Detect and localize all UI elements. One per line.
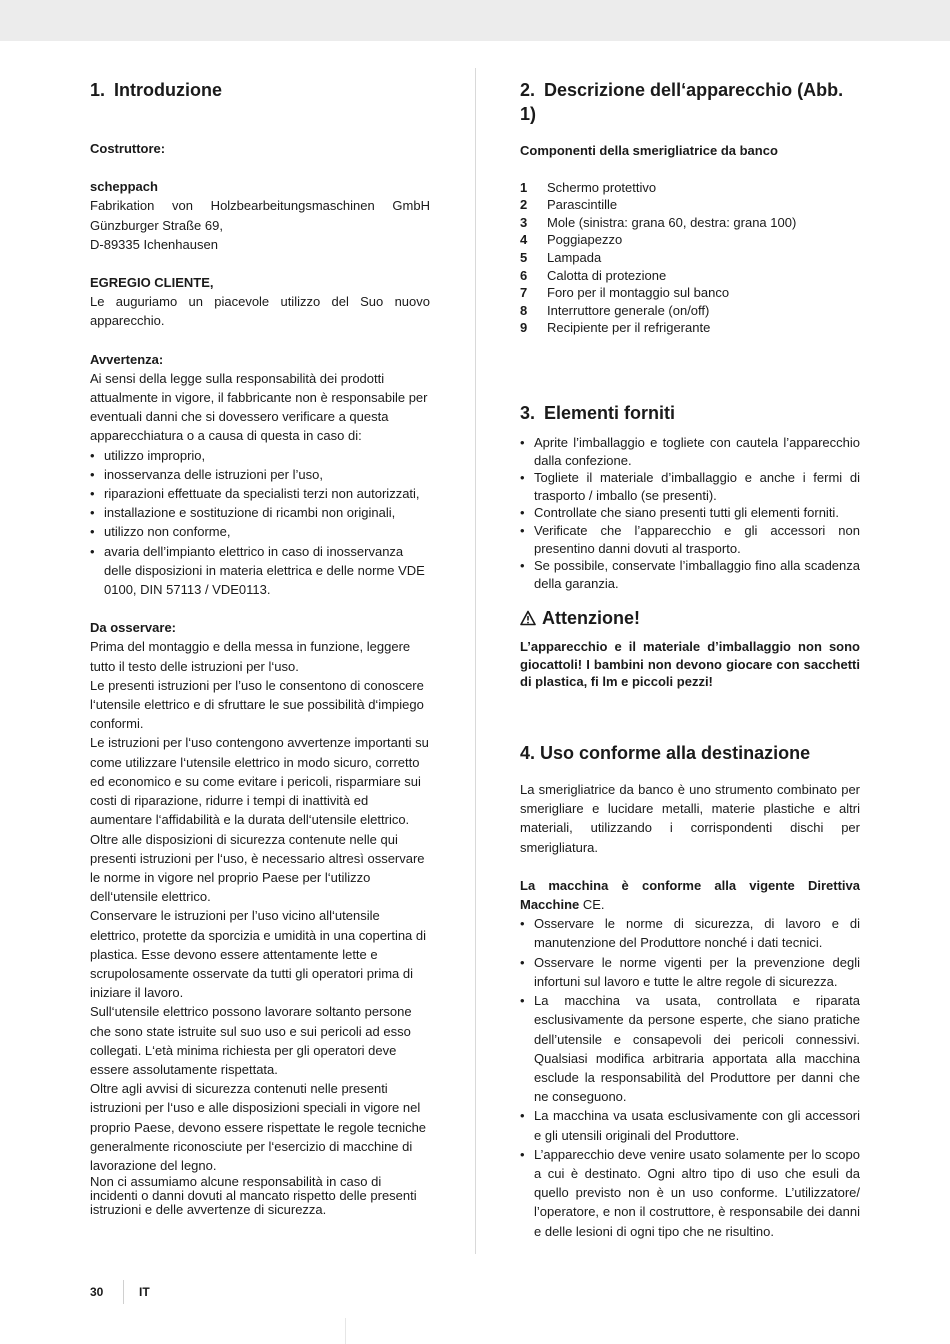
company-line-1: Fabrikation von Holzbearbeitungsmaschinen GmbH (90, 198, 430, 214)
left-column (90, 68, 430, 1217)
component-label: Lampada (547, 249, 602, 265)
section-title-description (520, 78, 860, 126)
list-item (520, 319, 860, 337)
component-number: 3 (520, 214, 528, 230)
section-number: 2. (520, 80, 536, 100)
list-item: • riparazioni effettuate da specialisti terzi non autorizzati, (90, 484, 430, 503)
conformity-bold: La macchina è conforme alla vigente Direttiva Macchine (520, 877, 860, 913)
component-label: Foro per il montaggio sul banco (547, 285, 730, 301)
page-footer (90, 1284, 150, 1300)
list-item: • La macchina va usata, controllata e riparata esclusivamente da persone esperte, che siano pratiche dell’utensile e consapevoli dei pericoli connessivi. Qualsiasi modifica arbitraria apportata alla macchina esclude la responsabilità del Produttore per danni che ne conseguono. (520, 991, 860, 1106)
section-title-text: Descrizione dell‘apparecchio (Abb. 1) (520, 80, 844, 124)
list-item: • L’apparecchio deve venire usato solamente per lo scopo a cui è destinato. Ogni altro tipo di uso che esuli da quello previsto non è un uso conforme. L’utilizzatore/ l’operatore, e non il costruttore, è responsabile dei danni e delle lesioni di ogni tipo che ne risultino. (520, 1145, 860, 1241)
component-number: 9 (520, 320, 528, 336)
bottom-marker (345, 1318, 346, 1344)
list-item: • Togliete il materiale d’imballaggio e anche i fermi di trasporto / imballo (se presenti). (520, 469, 860, 504)
list-item: • Osservare le norme vigenti per la prevenzione degli infortuni sul lavoro e tutte le altre regole di sicurezza. (520, 953, 860, 991)
list-item: • Osservare le norme di sicurezza, di lavoro e di manutenzione del Produttore nonché i dati tecnici. (520, 914, 860, 952)
component-label: Parascintille (547, 197, 618, 213)
list-item (520, 196, 860, 214)
component-label: Mole (sinistra: grana 60, destra: grana 100) (547, 214, 797, 230)
attention-title: Attenzione! (542, 608, 640, 629)
observe-paragraph: Le istruzioni per l‘uso contengono avvertenze importanti su come utilizzare l‘utensile elettrico in modo sicuro, corretto ed economico e su come evitare i pericoli, risparmiare sui costi di riparazione, ridurre i tempi di inattività ed aumentare l‘affidabilità e la durata dell‘utensile elettrico. (90, 735, 429, 828)
observe-paragraph: Oltre alle disposizioni di sicurezza contenute nelle qui presenti istruzioni per l‘uso, è necessario altresì osservare le norme in vigore nel proprio Paese per l‘utilizzo dell‘utensile elettrico. (90, 831, 425, 905)
list-item: • utilizzo improprio, (90, 446, 430, 465)
list-item (520, 214, 860, 232)
attention-heading (520, 606, 860, 630)
components-list (520, 179, 860, 337)
liability-note: Non ci assumiamo alcune responsabilità in caso di incidenti o danni dovuti al mancato rispetto delle presenti istruzioni e delle avvertenze di sicurezza. (90, 1174, 417, 1218)
observe-paragraph: Conservare le istruzioni per l’uso vicino all‘utensile elettrico, protette da sporcizia e umidità in una copertina di plastica. Esse devono essere attentamente lette e scrupolosamente osservate da tutti gli operatori prima di iniziare il lavoro. (90, 908, 427, 1001)
component-label: Poggiapezzo (547, 232, 623, 248)
component-number: 7 (520, 285, 528, 301)
section-title-text: Uso conforme alla destinazione (540, 743, 811, 764)
supplied-list (520, 434, 860, 592)
list-item: • Verificate che l’apparecchio e gli accessori non presentino danni dovuti al trasporto. (520, 522, 860, 557)
warning-text: Ai sensi della legge sulla responsabilità dei prodotti attualmente in vigore, il fabbricante non è responsabile per eventuali danni che si dovessero verificare a questa apparecchiatura o a causa di questa in caso di: (90, 370, 428, 444)
list-item: • Se possibile, conservate l’imballaggio fino alla scadenza della garanzia. (520, 557, 860, 592)
list-item: • La macchina va usata esclusivamente con gli accessori e gli utensili originali del Produttore. (520, 1106, 860, 1144)
observe-label: Da osservare: (90, 620, 176, 636)
column-divider (475, 68, 476, 1254)
list-item (520, 231, 860, 249)
section-title-intended-use (520, 741, 860, 765)
page-number: 30 (90, 1285, 104, 1299)
list-item: • Aprite l’imballaggio e togliete con cautela l’apparecchio dalla confezione. (520, 434, 860, 469)
list-item: • utilizzo non conforme, (90, 522, 430, 541)
section-title-text: Introduzione (114, 80, 222, 100)
list-item: • avaria dell’impianto elettrico in caso di inosservanza delle disposizioni in materia elettrica e delle norme VDE 0100, DIN 57113 / VDE0113. (90, 542, 430, 600)
manufacturer-label: Costruttore: (90, 141, 166, 156)
component-number: 8 (520, 302, 528, 318)
conformity-statement (520, 876, 860, 914)
component-label: Interruttore generale (on/off) (547, 302, 710, 318)
section-number: 4. (520, 743, 536, 764)
company-name: scheppach (90, 179, 158, 195)
intended-use-list (520, 914, 860, 1240)
warning-list (90, 446, 430, 600)
company-line-2: Günzburger Straße 69, (90, 217, 223, 233)
component-label: Calotta di protezione (547, 267, 667, 283)
welcome-text: Le auguriamo un piacevole utilizzo del Suo nuovo apparecchio. (90, 294, 430, 329)
section-number: 3. (520, 402, 536, 423)
list-item (520, 179, 860, 197)
component-number: 2 (520, 197, 528, 213)
dear-customer: EGREGIO CLIENTE, (90, 275, 214, 291)
footer-separator (123, 1280, 124, 1304)
attention-text: L’apparecchio e il materiale d’imballaggio non sono giocattoli! I bambini non devono giocare con sacchetti di plastica, fi lm e piccoli pezzi! (520, 639, 860, 690)
list-item: • inosservanza delle istruzioni per l’uso, (90, 465, 430, 484)
observe-paragraph: Prima del montaggio e della messa in funzione, leggere tutto il testo delle istruzioni per l‘uso. (90, 639, 411, 674)
company-line-3: D-89335 Ichenhausen (90, 236, 218, 252)
component-number: 4 (520, 232, 528, 248)
list-item (520, 302, 860, 320)
list-item (520, 249, 860, 267)
component-number: 6 (520, 267, 528, 283)
section-title-introduction (90, 78, 430, 102)
intended-use-text: La smerigliatrice da banco è uno strumento combinato per smerigliare e lucidare metalli, materie plastiche e altri materiali, utilizzando i corrispondenti dischi per smerigliatura. (520, 782, 860, 855)
component-label: Recipiente per il refrigerante (547, 320, 711, 336)
section-title-supplied (520, 401, 860, 425)
conformity-ce: CE. (579, 897, 605, 913)
right-column (520, 68, 860, 1241)
warning-label: Avvertenza: (90, 351, 164, 367)
section-title-text: Elementi forniti (544, 402, 676, 423)
list-item (520, 284, 860, 302)
observe-paragraph: Sull‘utensile elettrico possono lavorare soltanto persone che sono state istruite sul suo uso e sui pericoli ad esso collegati. L‘età minima richiesta per gli operatori deve essere assolutamente rispettata. (90, 1004, 412, 1077)
component-number: 5 (520, 249, 528, 265)
language-code: IT (139, 1285, 150, 1299)
section-number: 1. (90, 80, 106, 100)
warning-triangle-icon (520, 610, 536, 626)
observe-paragraph: Oltre agli avvisi di sicurezza contenuti nelle presenti istruzioni per l‘uso e alle disposizioni speciali in vigore nel proprio Paese, devono essere rispettate le regole tecniche generalmente riconosciute per l‘esercizio di macchine di lavorazione del legno. (90, 1081, 427, 1173)
list-item: • installazione e sostituzione di ricambi non originali, (90, 503, 430, 522)
components-label: Componenti della smerigliatrice da banco (520, 143, 778, 158)
list-item: • Controllate che siano presenti tutti gli elementi forniti. (520, 504, 860, 522)
component-number: 1 (520, 179, 528, 195)
observe-paragraph: Le presenti istruzioni per l’uso le consentono di conoscere l‘utensile elettrico e di sfruttare le sue possibilità d‘impiego conformi. (90, 677, 424, 732)
top-bar (0, 0, 950, 41)
component-label: Schermo protettivo (547, 179, 657, 195)
list-item (520, 267, 860, 285)
